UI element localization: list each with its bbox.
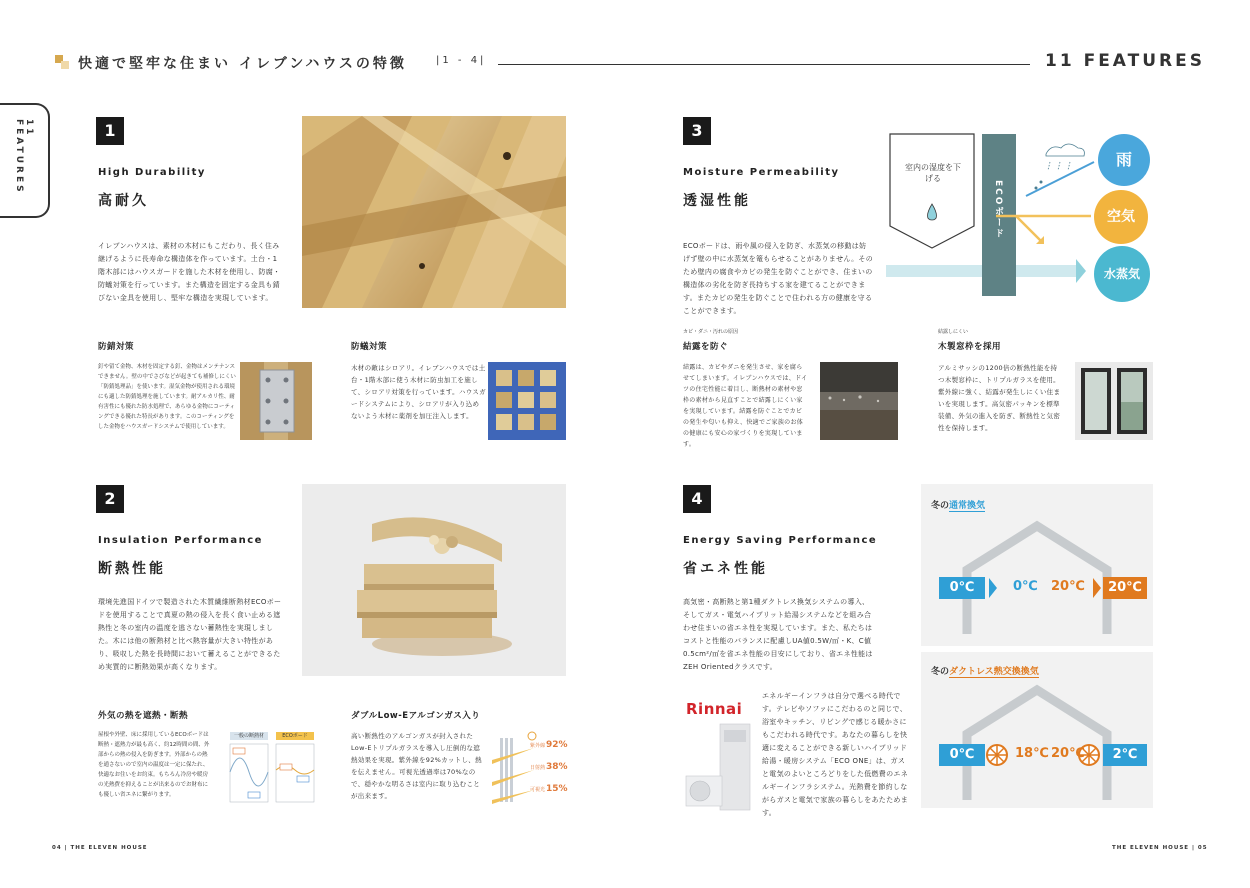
feature-1-sub1-title: 防錆対策 (98, 342, 135, 352)
inside-humidity-label: 室内の湿度を下げる (905, 163, 961, 183)
eco-board-label: ECOボード (993, 180, 1003, 240)
normal-ventilation-title-pre: 冬の (931, 501, 950, 511)
condensation-photo (820, 362, 898, 440)
feature-3-sub2-body: アルミサッシの1200倍の断熱性能を持つ木製窓枠に、トリプルガラスを使用。紫外線に強く、結露が発生しにくい住まいを実現します。高気密パッキンを標準装備、外気の進入を防ぎ、断熱性と気密性を保持します。 (938, 364, 1061, 432)
vapor-circle: 水蒸気 (1094, 246, 1150, 302)
feature-2-sub1-body: 屋根や外壁、床に採用しているECOボードは断熱・遮熱力が最も高く、約12時間の間、外部からの熱の侵入を防ぎます。外部からの熱を通さないので室内の温度は一定に保たれ、快適なお住いをお約束。もちろん冷房や暖房の光熱費を抑えることが出来るのでお財布にも優しい省エネに繋がります。 (98, 732, 210, 798)
rain-circle: 雨 (1098, 134, 1150, 186)
feature-3-sub2-caption: 結露しにくい (938, 329, 969, 335)
air-circle: 空気 (1094, 190, 1148, 244)
eco-one-unit-photo (684, 720, 756, 812)
feature-1-number: 1 (96, 117, 124, 145)
feature-1-sub2-title: 防蟻対策 (351, 342, 388, 352)
feature-2-jp-title: 断熱性能 (98, 561, 166, 577)
normal-temp-inside-in: 0℃ (1013, 579, 1038, 594)
feature-3-en-title: Moisture Permeability (683, 167, 840, 178)
stat-uv-label: 紫外線 (530, 743, 546, 749)
normal-temp-inside-out: 20℃ (1051, 579, 1085, 594)
house-outline-2 (921, 652, 1153, 808)
normal-ventilation-title-em: 通常換気 (949, 501, 986, 511)
ductless-temp-inside-in: 18℃ (1015, 746, 1049, 761)
section-title: 11 FEATURES (1045, 51, 1205, 71)
feature-2-en-title: Insulation Performance (98, 535, 263, 546)
feature-3-sub2-title: 木製窓枠を採用 (938, 342, 1002, 352)
feature-3-sub1-title: 結露を防ぐ (683, 342, 729, 352)
normal-ventilation-diagram (921, 484, 1153, 646)
normal-temp-outside-out: 20℃ (1103, 577, 1147, 599)
feature-4-body: 高気密・高断熱と第1種ダクトレス換気システムの導入、そしてガス・電気ハイブリット給湯システムなどを組み合わせ住まいの省エネ性を実現しています。また、私たちはコストと性能のバランスに配慮しUA値0.5W/㎡・K、C値0.5cm²/㎡を省エネ性能の目安にしており、省エネ性能はZEH Orientedクラスです。 (683, 598, 873, 671)
ductless-temp-outside-in: 0℃ (939, 744, 985, 766)
feature-1-jp-title: 高耐久 (98, 193, 149, 209)
triple-glass-diagram (488, 728, 566, 808)
ductless-ventilation-title-em: ダクトレス熱交換換気 (949, 667, 1039, 677)
feature-3-number: 3 (683, 117, 711, 145)
ductless-ventilation-title-pre: 冬の (931, 667, 950, 677)
feature-3-sub1-body: 結露は、カビやダニを発生させ、家を腐らせてしまいます。イレブンハウスでは、ドイツの住宅性能に着目し、断熱材の素材や窓枠の素材から見直すことで結露しにくい家を実現しています。結露を防ぐことでカビの発生や匂いも抑え、快適でご家族のお体の健康にも安心の家づくりを実現しています。 (683, 364, 808, 448)
stat-solar-label: 日射熱 (530, 765, 546, 771)
label-general-insulation: 一般の断熱材 (230, 732, 268, 740)
stat-uv-value: 92% (546, 740, 568, 750)
stat-solar-value: 38% (546, 762, 568, 772)
label-eco-board: ECOボード (276, 732, 314, 740)
heat-comparison-chart (222, 732, 316, 804)
feature-3-sub1-caption: カビ・ダニ・汚れの原因 (683, 329, 739, 335)
house-outline-1 (921, 484, 1153, 646)
feature-4-en-title: Energy Saving Performance (683, 535, 878, 546)
ductless-temp-outside-out: 2℃ (1103, 744, 1147, 766)
feature-4-jp-title: 省エネ性能 (683, 561, 768, 577)
eco-board-photo (302, 484, 566, 676)
feature-2-sub2-body: 高い断熱性のアルゴンガスが封入されたLow-Eトリプルガラスを導入し圧倒的な遮熱効果を実現。紫外線を92%カットし、熱を伝えません。可視光透過率は70%なので、穏やかな明るさは室内に取り込むことが出来ます。 (351, 732, 482, 800)
feature-3-body: ECOボードは、雨や風の侵入を防ぎ、水蒸気の移動は妨げず壁の中に水蒸気を篭もらせることがありません。そのため壁内の腐食やカビの発生を防ぐことができ、住まいの構造体の劣化を防ぎ長持ちする家を建てることができます。またカビの発生を防ぐことで住われる方の健康を守ることができます。 (683, 242, 874, 315)
feature-2-body: 環境先進国ドイツで製造された木質繊維断熱材ECOボードを使用することで真夏の熱の侵入を長く食い止める遮熱性と冬の室内の温度を逃さない蓄熱性を実現しました。木には他の断熱材と比べ熱容量が大きい特性があり、吸収した熱を長時間において蓄えることができるため実質的に断熱効果が高くなります。 (98, 598, 282, 671)
wood-beams-photo (302, 116, 566, 308)
ductless-temp-inside-out: 20℃ (1051, 746, 1085, 761)
side-tab[interactable] (0, 103, 50, 218)
header-mark-icon (55, 55, 69, 69)
rinnai-logo: Rinnai (686, 700, 743, 718)
stat-visible-label: 可視光 (530, 787, 546, 793)
feature-4-body2: エネルギーインフラは自分で選べる時代です。テレビやソファにこだわるのと同じで、浴室やキッチン、リビングで感じる暖かさにもこだわれる時代です。あなたの暮らしを快適に変えることができる新しいハイブリッド給湯・暖房システム「ECO ONE」は、ガスと電気のよいところどりをした低燃費のエネルギーインフラシステム。光熱費を節約しながらガスと電気で家族の暮らしをあたためます。 (762, 692, 908, 817)
page-title: 快適で堅牢な住まい イレブンハウスの特徴 (78, 56, 407, 72)
footer-left: 04 | THE ELEVEN HOUSE (52, 845, 148, 851)
treated-wood-samples-photo (488, 362, 566, 440)
wooden-window-photo (1075, 362, 1153, 440)
feature-3-jp-title: 透湿性能 (683, 193, 751, 209)
feature-1-body: イレブンハウスは、素材の木材にもこだわり、長く住み継げるように長寿命な構造体を作っています。土台・1階木部にはハウスガードを施した木材を使用し、防腐・防蟻対策を行っています。また構造を固定する金具も錆びない金具を使用し、堅牢な構造を実現しています。 (98, 242, 281, 302)
feature-4-number: 4 (683, 485, 711, 513)
heat-wave-graph (222, 742, 316, 804)
stat-visible-value: 15% (546, 784, 568, 794)
feature-1-sub2-body: 木材の敵はシロアリ。イレブンハウスでは土台・1階木部に使う木材に防虫加工を施して、シロアリ対策を行っています。ハウスガードシステムにより、シロアリが入り込めないよう木材に薬剤を加圧注入します。 (351, 364, 486, 420)
feature-2-sub2-title: ダブルLow-Eアルゴンガス入り (351, 711, 481, 721)
feature-1-en-title: High Durability (98, 167, 206, 178)
normal-temp-outside-in: 0℃ (939, 577, 985, 599)
feature-2-sub1-title: 外気の熱を遮熱・断熱 (98, 711, 189, 721)
feature-1-sub1-body: 釘や留て金物、木材を固定する釘、金物はメンテナンスできません。壁の中でさびなどが起きても補修しにくい「防錆処理品」を使います。湿気金物が使用される環境にも適した防錆処理を施しています。耐アルカリ性、耐有害性にも優れた防水処理で、あらゆる金物にコーティングできる優れた特長があります。このコーティングをした金物をハウスガードシステムで使用しています。 (98, 364, 236, 430)
footer-right: THE ELEVEN HOUSE | 05 (1112, 845, 1208, 851)
header-rule (498, 64, 1030, 65)
page-range: |1 - 4| (436, 55, 487, 66)
metal-bracket-photo (240, 362, 312, 440)
moisture-diagram (886, 126, 1156, 304)
ductless-ventilation-diagram (921, 652, 1153, 808)
side-tab-label: 11 FEATURES (14, 119, 34, 195)
feature-2-number: 2 (96, 485, 124, 513)
